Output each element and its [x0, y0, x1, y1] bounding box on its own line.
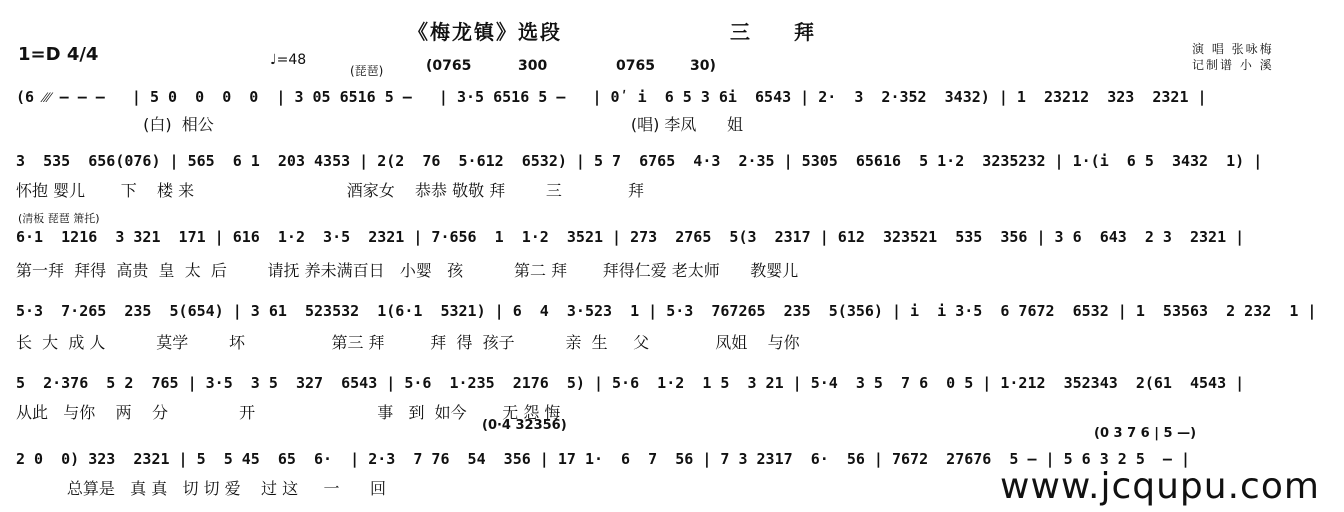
notes-line: (6 ⁄⁄⁄ — — — | 5 0 0 0 0 | 3 05 6516 5 — | 3·5 6516 5 — | 0ʹ i 6 5 3 6i 6543 | 2· 3 2·352 3432) | 1 23212 323 2321 | — [16, 88, 1207, 106]
annotation-intro-4: 30) — [690, 58, 716, 74]
notation-row-4 — [0, 298, 1344, 360]
notes-line: 3 535 656(076) | 565 6 1 203 4353 | 2(2 76 5·612 6532) | 5 7 6765 4·3 2·35 | 5305 65616 5 1·2 3235232 | 1·(i 6 5 3432 1) | — [16, 152, 1263, 170]
lyrics-line: (白) 相公 (唱) 李凤 姐 — [16, 115, 743, 134]
notes-line: 5 2·376 5 2 765 | 3·5 3 5 327 6543 | 5·6 1·235 2176 5) | 5·6 1·2 1 5 3 21 | 5·4 3 5 7 6 0 5 | 1·212 352343 2(61 4543 | — [16, 374, 1245, 392]
key-signature: 1=D 4/4 — [18, 44, 99, 65]
notation-row-3 — [0, 212, 1344, 284]
annotation-intro-3: 0765 — [616, 58, 655, 74]
notation-row-2 — [0, 152, 1344, 214]
annotation-pipa: (琵琶) — [350, 64, 384, 78]
lyrics-line: 总算是 真 真 切 切 爱 过 这 一 回 — [16, 479, 387, 498]
notes-line: 5·3 7·265 235 5(654) | 3 61 523532 1(6·1 5321) | 6 4 3·523 1 | 5·3 767265 235 5(356) | i i 3·5 6 7672 6532 | 1 53563 2 232 1 | — [16, 302, 1317, 320]
piece-title: 《梅龙镇》选段 — [408, 20, 562, 44]
annotation-interlude: (0·4 32356) — [482, 418, 567, 433]
piece-subtitle: 三拜 — [730, 20, 858, 44]
notes-line: 6·1 1216 3 321 171 | 616 1·2 3·5 2321 | 7·656 1 1·2 3521 | 273 2765 5(3 2317 | 612 323521 535 356 | 3 6 643 2 3 2321 | — [16, 228, 1245, 246]
annotation-instruments: (清板 琵琶 箫托) — [18, 212, 100, 225]
notes-line: 2 0 0) 323 2321 | 5 5 45 65 6· | 2·3 7 76 54 356 | 17 1· 6 7 56 | 7 3 2317 6· 56 | 7672 27676 5 — | 5 6 3 2 5 — | — [16, 450, 1190, 468]
lyrics-line: 怀抱 婴儿 下 楼 来 酒家女 恭恭 敬敬 拜 三 拜 — [16, 181, 645, 200]
tempo-marking: ♩=48 — [270, 52, 307, 68]
lyrics-line: 第一拜 拜得 高贵 皇 太 后 请抚 养未满百日 小婴 孩 第二 拜 拜得仁爱 老太师 教婴儿 — [16, 261, 799, 280]
site-watermark: www.jcqupu.com — [1000, 466, 1320, 507]
credit-singer: 演 唱 张咏梅 — [1192, 42, 1274, 56]
annotation-intro-1: (0765 — [426, 58, 472, 74]
credit-transcriber: 记制谱 小 溪 — [1192, 58, 1274, 72]
annotation-ending: (0 3 7 6 | 5 —) — [1094, 426, 1197, 441]
lyrics-line: 长 大 成 人 莫学 坏 第三 拜 拜 得 孩子 亲 生 父 凤姐 与你 — [16, 333, 800, 352]
lyrics-line: 从此 与你 两 分 开 事 到 如今 无 怨 悔 — [16, 403, 561, 422]
notation-row-5 — [0, 370, 1344, 432]
annotation-intro-2: 300 — [518, 58, 548, 74]
